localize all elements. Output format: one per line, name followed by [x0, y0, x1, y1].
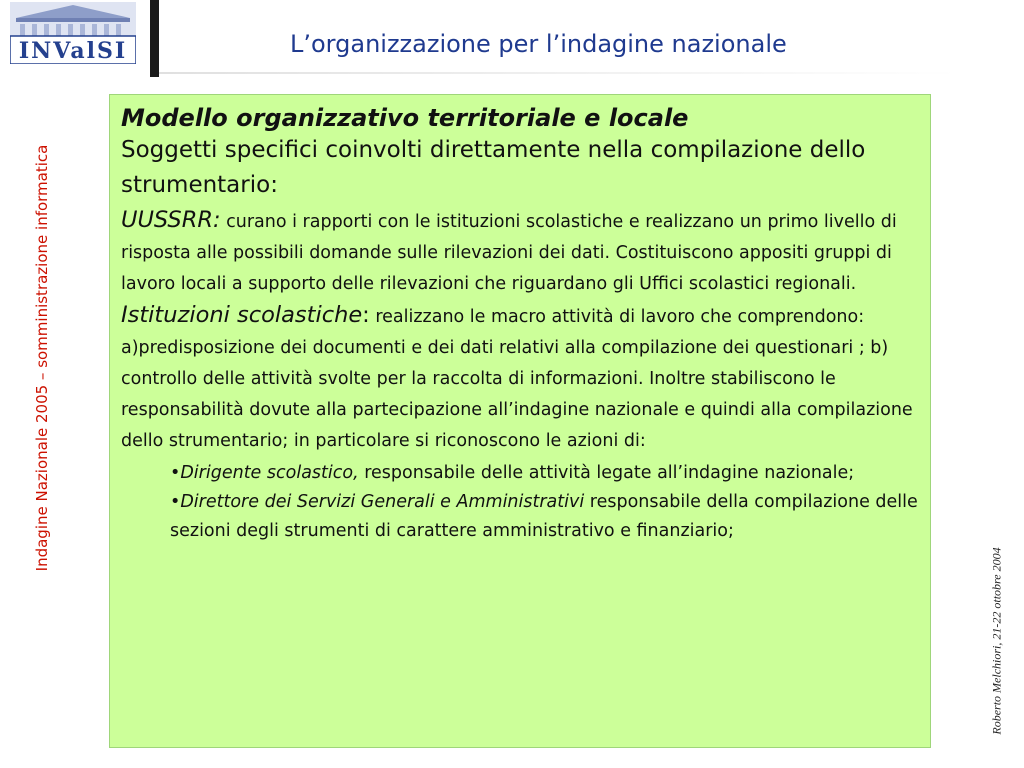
bullet-icon: •: [170, 463, 181, 483]
istituzioni-paragraph: [121, 300, 918, 457]
header-divider-bar: [150, 0, 159, 77]
list-item: [170, 488, 918, 546]
uussrr-text: curano i rapporti con le istituzioni scolastiche e realizzano un primo livello di risposta alle possibili domande sulle rilevazioni dei dati. Costituiscono appositi gruppi di lavoro locali a supporto delle rilevazioni che riguardano gli Uffici scolastici regionali.: [121, 212, 897, 294]
logo-text: INValSI: [18, 38, 128, 64]
istituzioni-colon: :: [362, 302, 370, 328]
role-text: responsabile delle attività legate all’indagine nazionale;: [358, 463, 855, 483]
left-label-text: Indagine Nazionale 2005 – somministrazione informatica: [33, 144, 51, 572]
roles-list: [170, 459, 918, 546]
istituzioni-lead: Istituzioni scolastiche: [121, 302, 363, 328]
uussrr-lead: UUSSRR:: [121, 207, 221, 233]
slide-title: L’organizzazione per l’indagine nazionale: [290, 30, 787, 58]
list-item: [170, 459, 918, 488]
right-label-text: Roberto Melchiori, 21-22 ottobre 2004: [989, 547, 1004, 735]
role-name: Dirigente scolastico,: [180, 463, 359, 483]
title-underline: [159, 72, 959, 74]
role-text: responsabile della compilazione delle sezioni degli strumenti di carattere amministrativo e finanziario;: [170, 492, 918, 541]
bullet-icon: •: [170, 492, 181, 512]
content-heading: Modello organizzativo territoriale e locale: [121, 104, 689, 132]
uussrr-paragraph: [121, 205, 918, 300]
content-intro: Soggetti specifici coinvolti direttamente nella compilazione dello strumentario:: [121, 137, 866, 198]
content-box: [109, 94, 931, 748]
istituzioni-text: realizzano le macro attività di lavoro che comprendono: a)predisposizione dei documenti e dei dati relativi alla compilazione dei questionari ; b) controllo delle attività svolte per la raccolta di informazioni. Inoltre stabiliscono le responsabilità dovute alla partecipazione all’indagine nazionale e quindi alla compilazione dello strumentario; in particolare si riconoscono le azioni di:: [121, 307, 913, 451]
role-name: Direttore dei Servizi Generali e Amministrativi: [180, 492, 585, 512]
invalsi-logo: [10, 2, 136, 64]
